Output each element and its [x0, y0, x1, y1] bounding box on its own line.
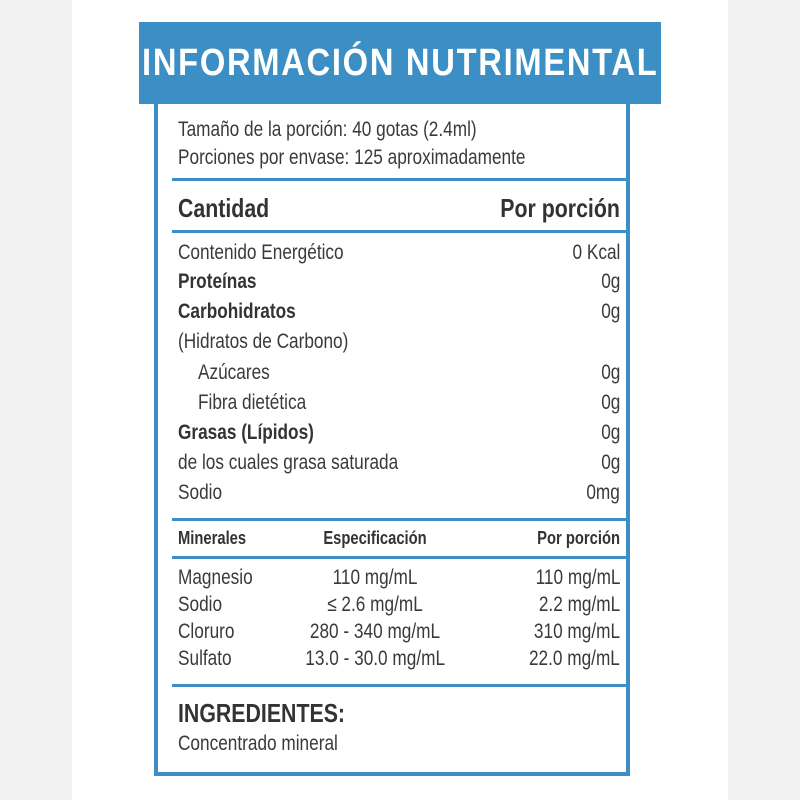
mineral-name: Sulfato [178, 647, 232, 670]
mineral-value: 310 mg/mL [533, 620, 620, 643]
nutrient-value: 0g [600, 300, 620, 323]
mineral-value: 2.2 mg/mL [538, 593, 620, 616]
amount-header: Cantidad [178, 193, 270, 223]
nutrient-label: Sodio [178, 481, 223, 504]
per-serving-header: Por porción [500, 193, 620, 223]
mineral-name: Cloruro [178, 620, 235, 643]
divider [172, 556, 628, 559]
minerals-header: Minerales [178, 528, 247, 548]
serving-size: Tamaño de la porción: 40 gotas (2.4ml) [178, 118, 477, 141]
divider [172, 518, 628, 521]
nutrient-label: Proteínas [178, 270, 257, 293]
nutrient-label: Fibra dietética [198, 391, 307, 414]
nutrient-label: Carbohidratos [178, 300, 296, 323]
divider [172, 684, 628, 687]
nutrient-value: 0g [600, 361, 620, 384]
nutrient-value: 0mg [586, 481, 620, 504]
nutrient-label: Contenido Energético [178, 241, 344, 264]
nutrient-value: 0g [600, 451, 620, 474]
nutrient-value: 0g [600, 270, 620, 293]
label-title: INFORMACIÓN NUTRIMENTAL [141, 41, 659, 84]
mineral-spec: 280 - 340 mg/mL [309, 620, 441, 643]
mineral-value: 110 mg/mL [535, 566, 620, 589]
nutrient-value: 0g [600, 391, 620, 414]
nutrient-label: (Hidratos de Carbono) [178, 330, 349, 353]
label-header [139, 22, 661, 104]
divider [172, 178, 628, 181]
ingredients-text: Concentrado mineral [178, 732, 338, 755]
ingredients-heading: INGREDIENTES: [178, 698, 346, 728]
nutrient-label: Azúcares [198, 361, 270, 384]
nutrient-value: 0 Kcal [572, 241, 620, 264]
mineral-name: Magnesio [178, 566, 253, 589]
mineral-value: 22.0 mg/mL [529, 647, 620, 670]
mineral-name: Sodio [178, 593, 223, 616]
mineral-per-serving-header: Por porción [537, 528, 620, 548]
specification-header: Especificación [323, 528, 427, 548]
mineral-spec: 110 mg/mL [332, 566, 418, 589]
nutrient-label: Grasas (Lípidos) [178, 421, 314, 444]
mineral-spec: 13.0 - 30.0 mg/mL [305, 647, 446, 670]
nutrient-value: 0g [600, 421, 620, 444]
nutrient-label: de los cuales grasa saturada [178, 451, 399, 474]
divider [172, 230, 628, 233]
servings-per-container: Porciones por envase: 125 aproximadamente [178, 146, 526, 169]
mineral-spec: ≤ 2.6 mg/mL [327, 593, 423, 616]
